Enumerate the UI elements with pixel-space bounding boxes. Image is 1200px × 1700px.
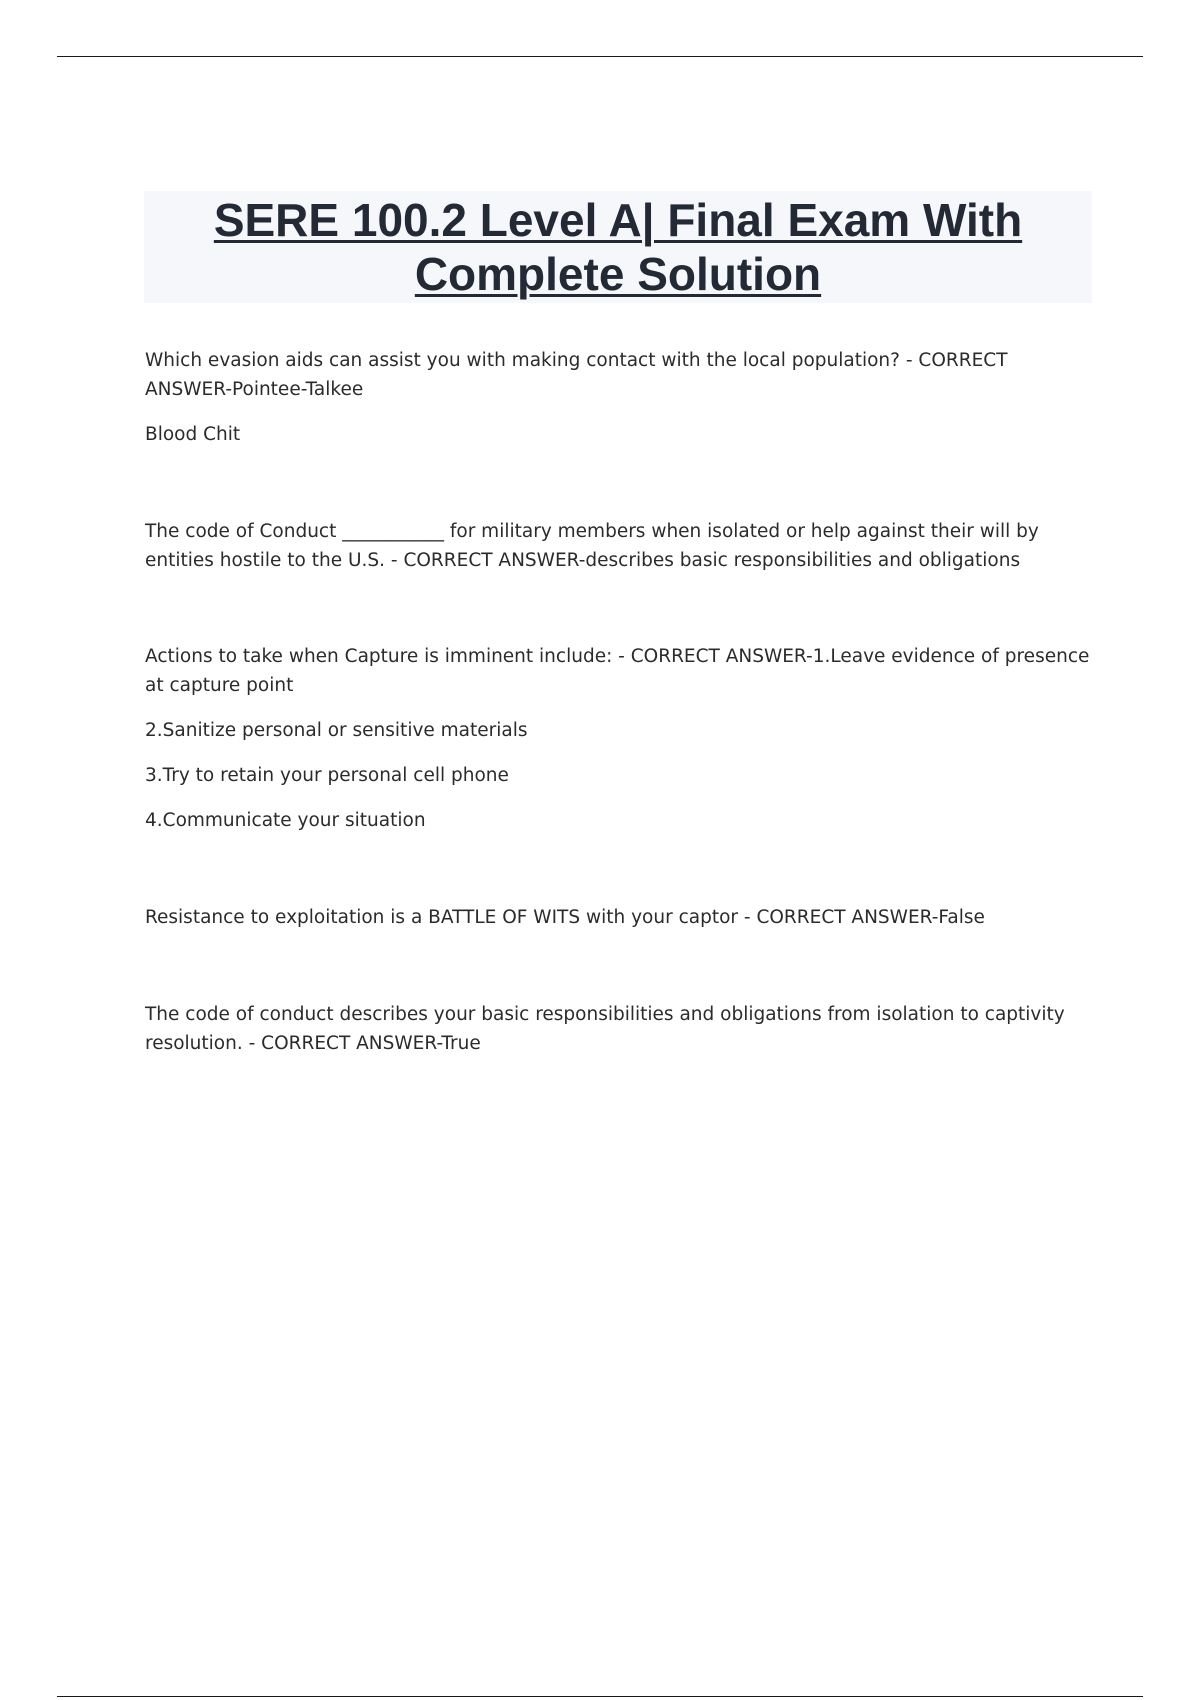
answer-line: 3.Try to retain your personal cell phone: [145, 765, 509, 786]
title-banner: [144, 191, 1092, 303]
footer-rule: [57, 1696, 1143, 1697]
answer-line: 2.Sanitize personal or sensitive materials: [145, 720, 528, 741]
question-item-4: [145, 903, 1095, 932]
question-text: The code of Conduct ___________ for military members when isolated or help against their will by entities hostile to the U.S. - CORRECT ANSWER-describes basic responsibilities and obligations: [145, 521, 1039, 571]
document-title: SERE 100.2 Level A| Final Exam With Complete Solution: [213, 194, 1023, 300]
document-body: [145, 346, 1095, 1074]
question-item-5: [145, 1000, 1095, 1058]
question-text: Resistance to exploitation is a BATTLE OF WITS with your captor - CORRECT ANSWER-False: [145, 907, 985, 928]
answer-line: Blood Chit: [145, 424, 241, 445]
header-rule: [57, 56, 1143, 57]
question-item-1: [145, 346, 1095, 449]
question-text: Which evasion aids can assist you with making contact with the local population? - CORRECT ANSWER-Pointee-Talkee: [145, 350, 1008, 400]
answer-line: 4.Communicate your situation: [145, 810, 426, 831]
question-item-2: [145, 517, 1095, 575]
question-text: The code of conduct describes your basic responsibilities and obligations from isolation to captivity resolution. - CORRECT ANSWER-True: [145, 1004, 1065, 1054]
question-text: Actions to take when Capture is imminent include: - CORRECT ANSWER-1.Leave evidence of presence at capture point: [145, 646, 1090, 696]
question-item-3: [145, 642, 1095, 835]
